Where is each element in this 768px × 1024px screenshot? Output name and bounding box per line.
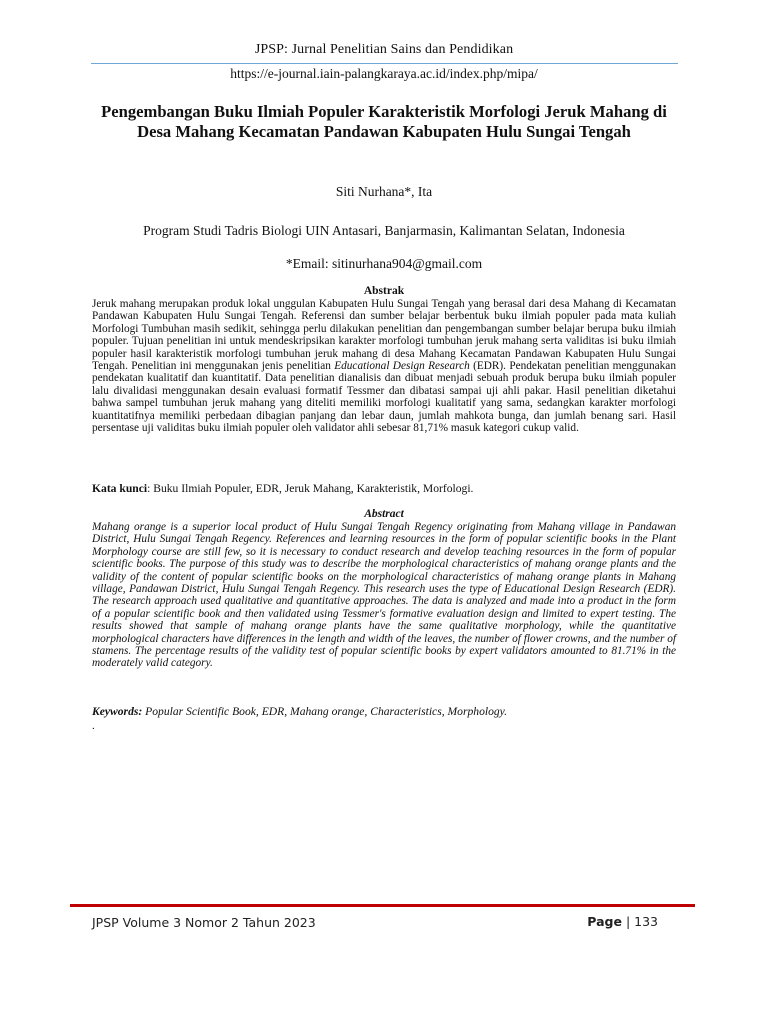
kata-kunci-text: : Buku Ilmiah Populer, EDR, Jeruk Mahang, Karakteristik, Morfologi. bbox=[147, 482, 474, 495]
kata-kunci-line bbox=[92, 482, 676, 495]
page-number: 133 bbox=[634, 914, 658, 929]
abstrak-heading: Abstrak bbox=[363, 285, 405, 297]
footer-page bbox=[587, 914, 658, 929]
keywords-text: Popular Scientific Book, EDR, Mahang orange, Characteristics, Morphology. bbox=[142, 705, 508, 718]
keywords-label: Keywords: bbox=[92, 705, 143, 718]
abstract-body: Mahang orange is a superior local product of Hulu Sungai Tengah Regency originating from Mahang village in Pandawan District, Hulu Sungai Tengah Regency. References and learning resources in the form of popular scientific books in the Plant Morphology course are still few, so it is necessary to conduct research and develop teaching resources in the form of popular scientific books. The purpose of this study was to describe the morphological characteristics of mahang orange plants and the validity of the content of popular scientific books on the morphological characteristics of mahang orange plants in Mahang village, Pandawan District, Hulu Sungai Tengah Regency. This research uses the type of Educational Design Research (EDR). The research approach used qualitative and quantitative approaches. The data is analyzed and made into a product in the form of a popular scientific book and then validated using Tessmer's formative evaluation design and limited to expert testing. The results showed that sample of mahang orange plants have the same qualitative morphology, while the quantitative morphological characters have differences in the length and width of the leaves, the number of flower crowns, and the number of stamens. The percentage results of the validity test of popular scientific books by expert validators amounted to 81.71% in the moderately valid category. bbox=[92, 521, 676, 670]
article-authors: Siti Nurhana*, Ita bbox=[335, 184, 433, 199]
page-label: Page bbox=[587, 914, 622, 929]
kata-kunci-label: Kata kunci bbox=[92, 482, 148, 495]
journal-name: JPSP: Jurnal Penelitian Sains dan Pendidikan bbox=[254, 42, 514, 57]
abstrak-text-italic: Educational Design Research bbox=[334, 360, 470, 373]
corresponding-email[interactable]: *Email: sitinurhana904@gmail.com bbox=[285, 256, 483, 271]
header-divider bbox=[91, 63, 678, 64]
footer-divider bbox=[70, 904, 695, 907]
keywords-line bbox=[92, 705, 676, 718]
trailing-dot: . bbox=[92, 720, 95, 732]
abstrak-body bbox=[92, 298, 676, 434]
journal-url[interactable]: https://e-journal.iain-palangkaraya.ac.id/index.php/mipa/ bbox=[230, 66, 538, 81]
abstrak-text-part-1: Jeruk mahang merupakan produk lokal unggulan Kabupaten Hulu Sungai Tengah yang berasal dari desa Mahang di Kecamatan Pandawan Kabupaten Hulu Sungai Tengah. Referensi dan sumber belajar berbentuk buku ilmiah populer pada mata kuliah Morfologi Tumbuhan masih sedikit, sehingga perlu dilakukan penelitian dan pengembangan sumber belajar berupa buku ilmiah populer. Tujuan penelitian ini untuk mendeskripsikan karakter morfologi tumbuhan jeruk mahang serta validitas isi buku ilmiah populer hasil karakteristik morfologi tumbuhan jeruk mahang di desa Mahang Kecamatan Pandawan Kabupaten Hulu Sungai Tengah. Penelitian ini menggunakan jenis penelitian bbox=[92, 298, 676, 373]
abstrak-text-part-2: (EDR). Pendekatan penelitian menggunakan pendekatan kualitatif dan kuantitatif. Data penelitian dianalisis dan dibuat menjadi sebuah produk berupa buku ilmiah populer lalu divalidasi menggunakan desain evaluasi formatif Tessmer dan dibatasi sampai uji ahli pakar. Hasil penelitian diketahui bahwa sampel tumbuhan jeruk mahang yang diteliti memiliki morfologi kualitatif yang sama, sedangkan karakter morfologi kuantitatifnya memiliki perbedaan dibagian panjang dan lebar daun, jumlah mahkota bunga, dan jumlah benang sari. Hasil persentase uji validitas buku ilmiah populer oleh validator ahli sebesar 81,71% masuk kategori cukup valid. bbox=[92, 360, 676, 435]
article-title: Pengembangan Buku Ilmiah Populer Karakteristik Morfologi Jeruk Mahang di Desa Mahang Kecamatan Pandawan Kabupaten Hulu Sungai Tengah bbox=[101, 102, 667, 141]
abstract-heading: Abstract bbox=[364, 508, 404, 520]
page-separator: | bbox=[621, 914, 635, 929]
article-affiliation: Program Studi Tadris Biologi UIN Antasari, Banjarmasin, Kalimantan Selatan, Indonesia bbox=[143, 223, 625, 238]
footer-volume: JPSP Volume 3 Nomor 2 Tahun 2023 bbox=[92, 915, 316, 930]
